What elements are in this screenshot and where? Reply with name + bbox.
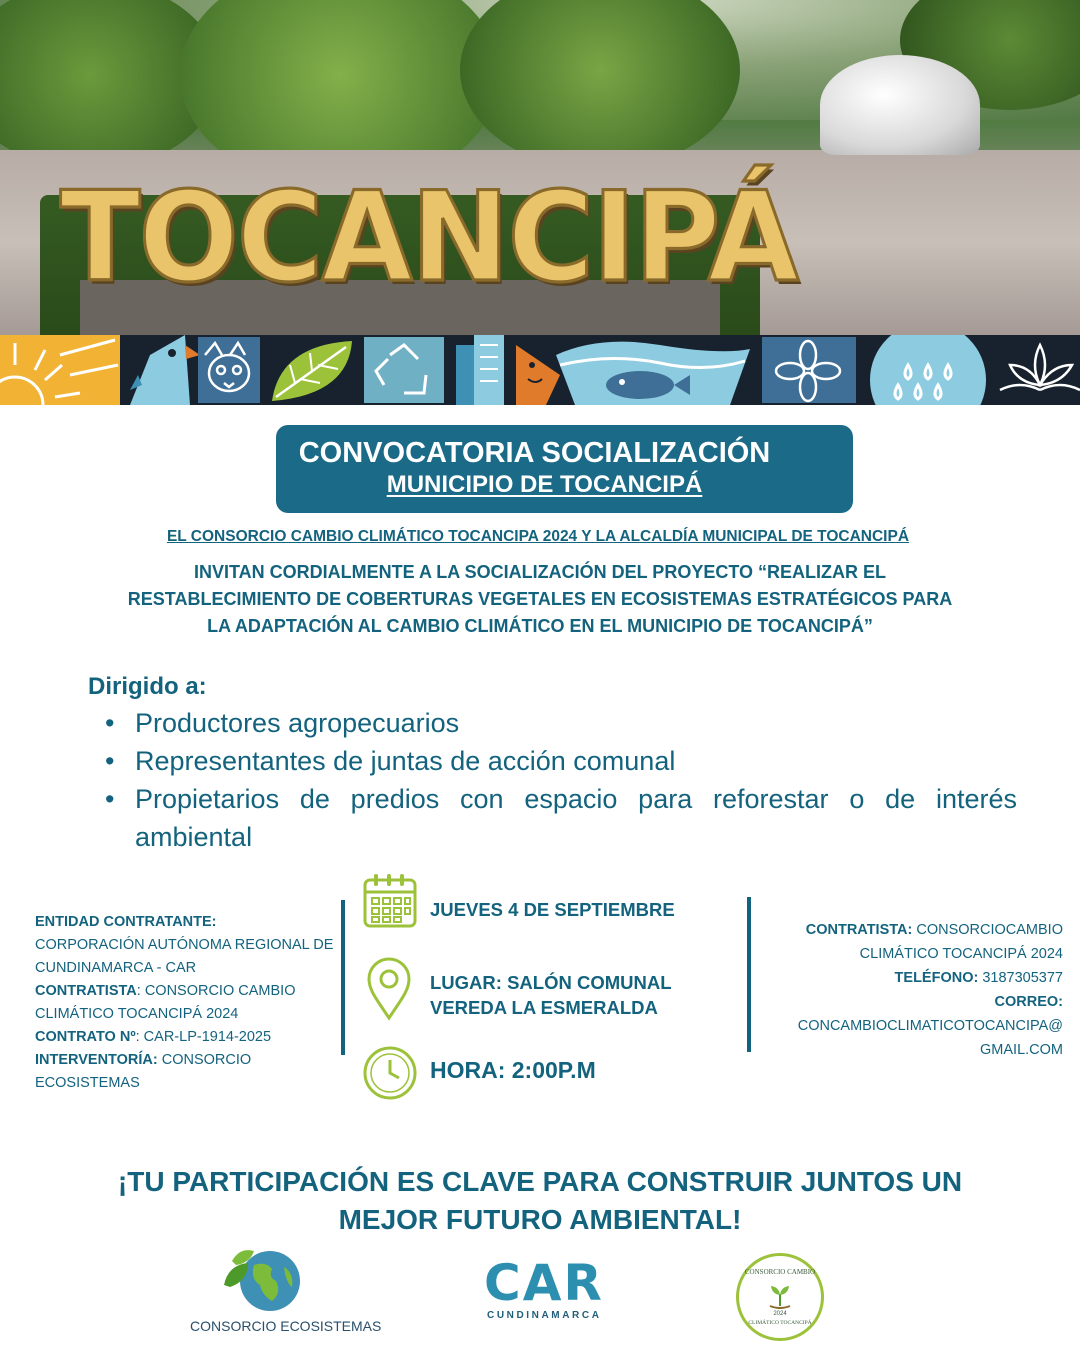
invitation-text [90,559,990,640]
car-logo-subtitle: CUNDINAMARCA [487,1310,602,1321]
calendar-icon [362,872,418,930]
leaf-icon [266,337,356,403]
contract-number-label: CONTRATO Nº [35,1029,136,1045]
contact-contractor-value: CONSORCIOCAMBIO CLIMÁTICO TOCANCIPÁ 2024 [859,922,1063,962]
raccoon-tile [198,337,260,403]
hero-fountain [820,55,980,155]
event-place-line1: LUGAR: SALÓN COMUNAL [430,972,672,993]
event-place-line2: VEREDA LA ESMERALDA [430,997,658,1018]
pattern-band-graphic [0,335,1080,405]
audit-label: INTERVENTORÍA: [35,1052,158,1068]
audience-item: • Propietarios de predios con espacio para reforestar o de interés ambiental [105,780,1017,856]
contact-contractor-label: CONTRATISTA: [805,922,913,938]
water-drops-icon [870,335,986,405]
audience-item: • Representantes de juntas de acción comunal [105,742,1017,780]
hero-sign-letters: TOCANCIPÁ [60,164,797,310]
car-logo-letters: CAR [484,1254,604,1312]
entity-value: CORPORACIÓN AUTÓNOMA REGIONAL DE CUNDINAMARCA - CAR [35,937,334,976]
phone-label: TELÉFONO: [894,970,979,986]
audience-item: • Productores agropecuarios [105,704,1017,742]
title-main: CONVOCATORIA SOCIALIZACIÓN [298,437,771,469]
ecosistemas-logo-text: CONSORCIO ECOSISTEMAS [190,1318,382,1334]
contract-number-value: : CAR-LP-1914-2025 [135,1029,272,1045]
event-place [430,970,672,1020]
location-pin-icon [366,957,412,1021]
lotus-icon [1000,345,1080,390]
event-date: JUEVES 4 DE SEPTIEMBRE [430,899,675,920]
consorcio-cambio-logo [736,1253,824,1341]
sun-tile [0,335,120,405]
cambio-logo-bottom: CLIMÁTICO TOCANCIPÁ [748,1320,812,1326]
pattern-band [0,335,1080,405]
phone-value: 3187305377 [978,970,1063,986]
email-value[interactable]: CONCAMBIOCLIMATICOTOCANCIPA@ GMAIL.COM [797,1018,1063,1058]
entity-label: ENTIDAD CONTRATANTE: [35,914,217,930]
email-label: CORREO: [994,994,1063,1010]
seedling-hand-icon [766,1282,794,1310]
clock-icon [361,1044,419,1102]
cambio-logo-top: CONSORCIO CAMBIO [744,1268,816,1276]
audience-list [105,704,1017,856]
hosts-line: EL CONSORCIO CAMBIO CLIMÁTICO TOCANCIPA 2024 Y LA ALCALDÍA MUNICIPAL DE TOCANCIPÁ [166,528,910,545]
title-box [276,425,853,513]
consorcio-ecosistemas-logo [218,1243,310,1315]
hero-tree [460,0,740,170]
cta-line1: ¡TU PARTICIPACIÓN ES CLAVE PARA CONSTRUIR JUNTOS UN [117,1166,963,1197]
contact-info [755,918,1063,1062]
bird-icon [130,335,200,405]
cta-line2: MEJOR FUTURO AMBIENTAL! [338,1204,742,1235]
divider-right [747,897,751,1052]
event-time: HORA: 2:00P.M [430,1057,596,1083]
invitation-line: INVITAN CORDIALMENTE A LA SOCIALIZACIÓN DEL PROYECTO “REALIZAR EL [193,562,886,582]
audience-title: Dirigido a: [88,673,207,700]
call-to-action [60,1163,1020,1239]
contractor-value: : CONSORCIO CAMBIO CLIMÁTICO TOCANCIPÁ 2024 [35,983,296,1022]
car-logo [484,1254,604,1322]
contractor-label: CONTRATISTA [35,983,137,999]
divider-left [341,900,345,1055]
hero-photo [0,0,1080,335]
cambio-logo-year: 2024 [773,1311,787,1317]
invitation-line: LA ADAPTACIÓN AL CAMBIO CLIMÁTICO EN EL MUNICIPIO DE TOCANCIPÁ” [207,616,873,636]
buildings-icon [456,335,504,405]
invitation-line: RESTABLECIMIENTO DE COBERTURAS VEGETALES EN ECOSISTEMAS ESTRATÉGICOS PARA [127,589,953,609]
contract-info [35,911,345,1095]
person-face-icon [516,345,560,405]
fish-waves-icon [556,342,750,405]
audit-value: CONSORCIO ECOSISTEMAS [35,1052,252,1091]
title-sub: MUNICIPIO DE TOCANCIPÁ [386,471,703,498]
